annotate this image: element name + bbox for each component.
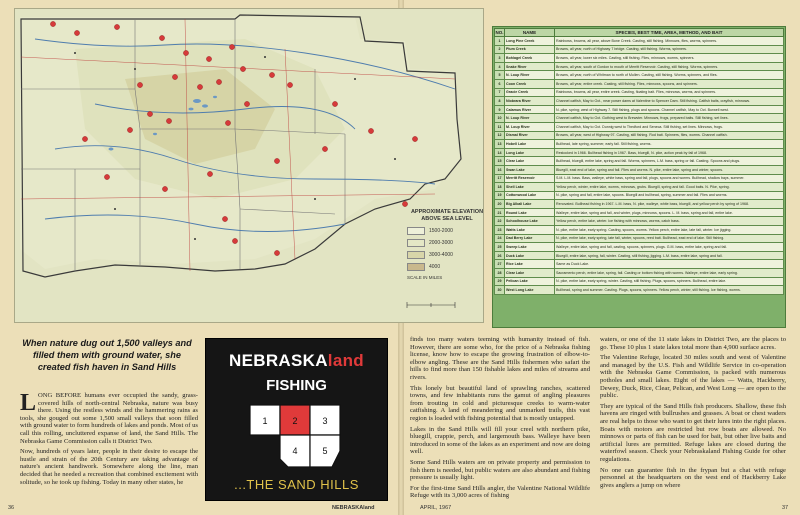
table-row [495, 286, 784, 295]
cell-number: 27 [495, 260, 505, 269]
district-label-4: 4 [292, 446, 298, 456]
table-row [495, 234, 784, 243]
logo-title [206, 351, 387, 371]
table-row [495, 217, 784, 226]
cell-number: 14 [495, 148, 505, 157]
cell-number: 12 [495, 131, 505, 140]
cell-name: Round Lake [505, 208, 555, 217]
legend-title: APPROXIMATE ELEVATION ABOVE SEA LEVEL [410, 209, 484, 222]
table-row [495, 114, 784, 123]
cell-description: Walleye, entire lake, spring and fall, and winter, plugs, minnows, spoons. L. M. bass, spring and fall, entire lake. [555, 208, 784, 217]
cell-number: 19 [495, 191, 505, 200]
cell-description: Browns, all year, north of Highway 7 bridge. Casting, still fishing. Worms, spinners. [555, 45, 784, 54]
table-row [495, 269, 784, 278]
table-row [495, 174, 784, 183]
table-row [495, 97, 784, 106]
cell-name: Dismal River [505, 131, 555, 140]
fishing-table [494, 28, 784, 295]
table-row [495, 140, 784, 149]
legend-label: 4000 [429, 263, 441, 270]
table-row [495, 131, 784, 140]
article-headline: When nature dug out 1,500 valleys and filled them with ground water, she created fish haven in Sand Hills [22, 338, 192, 372]
cell-number: 6 [495, 79, 505, 88]
cell-name: Clear Lake [505, 269, 555, 278]
cell-description: Browns, all year, lower six miles. Casting, still fishing. Flies, minnows, worms, spinners. [555, 54, 784, 63]
table-row [495, 251, 784, 260]
paragraph: finds too many waters teeming with humanity instead of fish. However, there are some who, for the price of a Nebraska fishing license, know how to escape the growing frustration of elbow-to-elbow angling. These are the Sand Hills fishermen who safari the hills to find more than 150 fishable lakes and miles of streams and rivers. [410, 336, 590, 381]
cell-description: Restocked in 1966. Bullhead fishing in 1967. Bass, bluegill, N. pike, action peak by fall of 1968. [555, 148, 784, 157]
table-row [495, 226, 784, 235]
cell-name: Pelican Lake [505, 277, 555, 286]
cell-name: Merritt Reservoir [505, 174, 555, 183]
cell-number: 5 [495, 71, 505, 80]
table-row [495, 54, 784, 63]
cell-number: 17 [495, 174, 505, 183]
paragraph: They are typical of the Sand Hills fish producers. Shallow, these fish havens are ringed with bullrushes and grasses. A boat or chest waders are real helps to those who want to get their lures into the right places. Boats with motors are restricted but row boats are allowed. No minnows or parts of fish can be used for bait, but other live baits and artificial lures are permitted. Refuge lakes are closed during the waterfowl season. Check your Nebraskaland Fishing Guide for other regulations. [600, 402, 786, 463]
cell-description: N. pike, entire lake, early spring, winter. Casting, still fishing. Plugs, spoons, spinners. Bullhead, entire lake. [555, 277, 784, 286]
cell-number: 26 [495, 251, 505, 260]
legend-row [407, 263, 487, 271]
cell-number: 30 [495, 286, 505, 295]
article-column-4 [600, 336, 786, 492]
cell-name: Coon Creek [505, 79, 555, 88]
cell-name: Snake River [505, 62, 555, 71]
issue-date: APRIL, 1967 [420, 505, 452, 511]
cell-description: Same as Duck Lake. [555, 260, 784, 269]
table-row [495, 157, 784, 166]
cell-description: N. pike, spring and fall, entire lake, spoons. Bluegill and bullhead, spring, summer and fall. Flies and worms. [555, 191, 784, 200]
legend-label: 3000-4000 [429, 251, 453, 258]
cell-name: Hobell Lake [505, 140, 555, 149]
cell-name: N. Loup River [505, 71, 555, 80]
nebraskaland-fishing-logo [205, 338, 388, 501]
column-header-species: SPECIES, BEST TIME, AREA, METHOD, AND BAIT [555, 29, 784, 37]
cell-number: 9 [495, 105, 505, 114]
cell-description: N. pike, entire lake, early spring, late fall, winter, spoons, reed bait. Bullhead, east end of lake. Still fishing. [555, 234, 784, 243]
cell-number: 7 [495, 88, 505, 97]
table-body [495, 37, 784, 295]
table-row [495, 243, 784, 252]
cell-number: 20 [495, 200, 505, 209]
fishing-table-panel [492, 26, 786, 328]
table-row [495, 88, 784, 97]
legend-label: 2000-3000 [429, 239, 453, 246]
cell-name: Watts Lake [505, 226, 555, 235]
legend-swatch [407, 239, 425, 247]
cell-name: Cottonwood Lake [505, 191, 555, 200]
cell-description: Bullhead, spring and summer. Casting. Plugs, spoons, spinners. Yellow perch, winter, still fishing. Ice fishing, worms. [555, 286, 784, 295]
cell-name: Plum Creek [505, 45, 555, 54]
cell-description: Bluegill, east end of lake, spring and fall. Flies and worms. N. pike, entire lake, spring and winter, spoons. [555, 165, 784, 174]
table-row [495, 183, 784, 192]
cell-name: Gracie Creek [505, 88, 555, 97]
cell-name: Big Alkali Lake [505, 200, 555, 209]
cell-number: 1 [495, 37, 505, 46]
legend-swatch [407, 251, 425, 259]
cell-description: Sacramento perch, entire lake, spring, fall. Casting or bottom fishing with worms. Walleye, entire lake, early spring. [555, 269, 784, 278]
cell-name: Long Pine Creek [505, 37, 555, 46]
cell-name: Long Lake [505, 148, 555, 157]
cell-name: Duck Lake [505, 251, 555, 260]
cell-number: 22 [495, 217, 505, 226]
cell-description: Rainbows, browns, all year, entire creek. Casting, floating bait. Flies, minnows, worms, and spinners. [555, 88, 784, 97]
legend-swatch [407, 263, 425, 271]
cell-description: Rainbows, browns, all year, above Bone Creek. Casting, still fishing. Minnows, flies, worms, spinners. [555, 37, 784, 46]
cell-number: 11 [495, 122, 505, 131]
column-header-no: NO. [495, 30, 504, 35]
legend-row [407, 251, 487, 259]
cell-description: Browns, all year, south of Gordon to mouth of Merritt Reservoir. Casting, still fishing. Worms, spinners. [555, 62, 784, 71]
paragraph: Lakes in the Sand Hills will fill your creel with northern pike, bluegill, crappie, perch, and largemouth bass. Walleye have been introduced in some of the lakes as an experiment and now are doing well. [410, 425, 590, 456]
paragraph: The Valentine Refuge, located 30 miles south and west of Valentine and managed by the U.S. Fish and Wildlife Service in co-operation with the Nebraska Game Commission, is packed with numerous potholes and small lakes. Eight of the lakes — Watts, Hackberry, Dewey, Duck, Rice, Clear, Pelican, and West Long — are open to the public. [600, 354, 786, 400]
cell-name: West Long Lake [505, 286, 555, 295]
table-row [495, 260, 784, 269]
logo-title-main: NEBRASKA [229, 351, 328, 370]
cell-number: 16 [495, 165, 505, 174]
cell-number: 23 [495, 226, 505, 235]
district-label-3: 3 [322, 416, 328, 426]
cell-name: Dad Berry Lake [505, 234, 555, 243]
legend-label: 1500-2000 [429, 227, 453, 234]
paragraph: No one can guarantee fish in the frypan but a chat with refuge personnel at the headquarters on the west end of Hackberry Lake gives anglers a jump on where [600, 466, 786, 489]
paragraph: Now, hundreds of years later, people in their desire to escape the hustle and strain of the 20th Century are taking advantage of nature's ancient handiwork. Somewhere along the line, man decided that he needed a recreation that combined excitement with solitude, so he took up fishing. Today in many other states, he [20, 448, 198, 486]
magazine-name: NEBRASKAland [332, 505, 375, 511]
logo-footer: ...THE SAND HILLS [234, 477, 359, 492]
cell-number: 2 [495, 45, 505, 54]
paragraph: waters, or one of the 11 state lakes in District Two, are the places to go. These 10 plus 1 state lakes total more than 4,900 surface acres. [600, 336, 786, 351]
cell-description: Channel catfish, May to Oct. Guthing west to Brewster. Minnows, frogs, prepared baits. Still fishing, set lines. [555, 114, 784, 123]
table-row [495, 79, 784, 88]
cell-description: Browns, all year, north of Whitman to north of Mullen. Casting, still fishing. Worms, spinners, and flies. [555, 71, 784, 80]
table-row [495, 71, 784, 80]
logo-subtitle: FISHING [266, 377, 327, 394]
cell-number: 8 [495, 97, 505, 106]
table-header-row [495, 29, 784, 37]
cell-number: 18 [495, 183, 505, 192]
district-label-2: 2 [292, 416, 298, 426]
cell-name: Swan Lake [505, 165, 555, 174]
cell-number: 4 [495, 62, 505, 71]
paragraph [20, 392, 198, 445]
cell-description: Bullhead, late spring, summer, early fall. Still fishing, worms. [555, 140, 784, 149]
cell-name: Rice Lake [505, 260, 555, 269]
cell-name: M. Loup River [505, 122, 555, 131]
cell-description: Channel catfish, May to Oct. Dunnig west to Thedford and Seneca. Still fishing, set lines. Minnows, frogs. [555, 122, 784, 131]
cell-description: Browns, all year, entire creek. Casting, still fishing. Flies, minnows, spoons, and spinners. [555, 79, 784, 88]
paragraph-text: ONG BEFORE humans ever occupied the sandy, grass-covered hills of north-central Nebraska, nature was busy there. Using the restless winds and the hammering rains as tools, she gouged out some 1,500 small valleys that soon filled with ground water to form hundreds of lakes and ponds. Most of us call this rolling, uncluttered expanse of land, the Sand Hills. The Nebraska Game Commission calls it District Two. [20, 392, 198, 445]
cell-description: Yellow perch, entire lake, winter. Ice fishing with minnows, worms, catch bass. [555, 217, 784, 226]
table-row [495, 165, 784, 174]
table-row [495, 277, 784, 286]
cell-description: N. pike, entire lake, early spring. Casting, spoons, worms. Yellow perch, entire lake, late fall, winter. Ice jigging. [555, 226, 784, 235]
elevation-legend [407, 209, 487, 280]
cell-description: Yellow perch, winter, entire lake, worms, minnows, grubs. Bluegill, spring and fall. Good baits. N. Pike, spring. [555, 183, 784, 192]
cell-description: Renovated. Bullhead fishing in 1967. L.M. bass, N. pike, walleye, white bass, bluegill, and yellow perch by spring of 1968. [555, 200, 784, 209]
table-row [495, 122, 784, 131]
paragraph: Some Sand Hills waters are on private property and permission to fish them is needed, but public waters are also abundant and fishing pressure is usually light. [410, 458, 590, 482]
table-row [495, 148, 784, 157]
district-label-1: 1 [262, 416, 268, 426]
logo-title-accent: land [327, 351, 364, 370]
cell-number: 25 [495, 243, 505, 252]
cell-name: Clear Lake [505, 157, 555, 166]
drop-cap: L [20, 390, 37, 416]
article-column-3 [410, 336, 590, 503]
page-number-left: 36 [8, 505, 15, 511]
cell-description: Walleye, entire lake, spring and fall, casting, spoons, spinners, plugs. G.M. bass, entire lake, spring and fall. [555, 243, 784, 252]
table-row [495, 191, 784, 200]
legend-row [407, 239, 487, 247]
table-row [495, 208, 784, 217]
cell-name: Bohlagel Creek [505, 54, 555, 63]
cell-name: Niobrara River [505, 97, 555, 106]
column-header-name: NAME [505, 29, 555, 37]
cell-number: 28 [495, 269, 505, 278]
paragraph: This lonely but beautiful land of sprawling ranches, scattered towns, and few inhabitants runs the gamut of angling pleasures from trouting in cold and picturesque creeks to warm-water catfishing. A land of meandering and unmarked trails, this vast region is loaded with fishing potential that is mostly untapped. [410, 384, 590, 422]
district-map-icon [248, 401, 348, 473]
cell-number: 29 [495, 277, 505, 286]
cell-number: 13 [495, 140, 505, 149]
cell-description: Channel catfish, May to Oct., near power dams at Valentine to Spencer Dam. Still fishing. Catfish baits, crayfish, minnows. [555, 97, 784, 106]
district-label-5: 5 [322, 446, 328, 456]
table-row [495, 62, 784, 71]
cell-name: N. Loup River [505, 114, 555, 123]
cell-description: Bullhead, bluegill, entire lake, spring and fall. Worms, spinners, L.M. bass, spring or fall. Casting. Spoons and plugs. [555, 157, 784, 166]
cell-description: Bluegill, entire lake, spring, fall, winter. Casting, still fishing, jigging. L.M. bass, entire lake, spring and fall. [555, 251, 784, 260]
cell-description: S.M. L.M. bass. Bass, walleye, white bass, spring and fall, plugs, spoons and worms. Bullhead, shallow bays, summer. [555, 174, 784, 183]
table-row [495, 105, 784, 114]
cell-description: Browns, all year, west of Highway 97. Casting, still fishing. Rod bait. Spinners, flies, worms. Channel catfish. [555, 131, 784, 140]
cell-number: 10 [495, 114, 505, 123]
legend-swatch [407, 227, 425, 235]
sand-hills-map [14, 8, 484, 323]
legend-row [407, 227, 487, 235]
scale-label: SCALE IN MILES [407, 274, 443, 280]
cell-number: 24 [495, 234, 505, 243]
page-number-right: 37 [782, 505, 789, 511]
table-row [495, 37, 784, 46]
cell-number: 15 [495, 157, 505, 166]
paragraph: For the first-time Sand Hills angler, the Valentine National Wildlife Refuge with its 3,000 acres of fishing [410, 484, 590, 500]
cell-description: N. pike, spring; west of Highway 7. Still fishing, plugs and spoons. Channel catfish, May to Oct. Burwell west. [555, 105, 784, 114]
cell-name: Sweep Lake [505, 243, 555, 252]
table-row [495, 45, 784, 54]
cell-number: 3 [495, 54, 505, 63]
table-row [495, 200, 784, 209]
cell-name: Shell Lake [505, 183, 555, 192]
cell-number: 21 [495, 208, 505, 217]
article-column-1 [20, 392, 198, 489]
cell-name: Calamus River [505, 105, 555, 114]
cell-name: Schoolhouse Lake [505, 217, 555, 226]
